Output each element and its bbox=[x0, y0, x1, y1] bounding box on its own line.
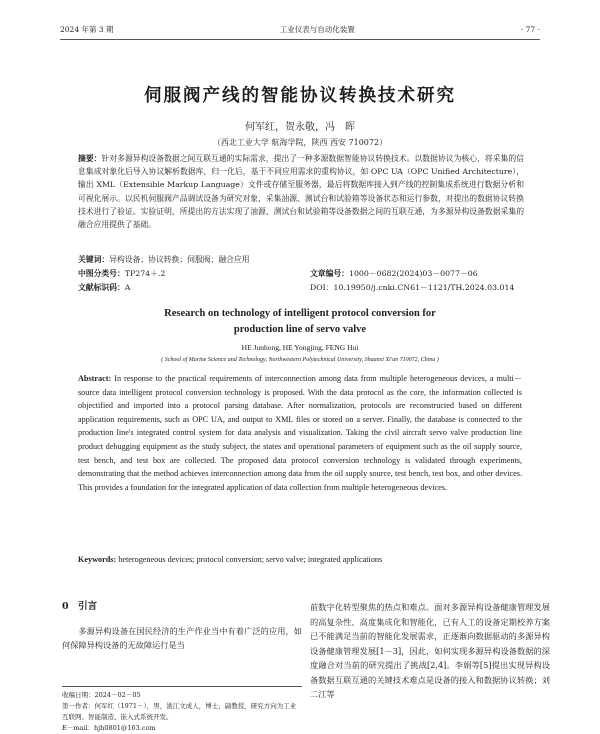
abstract-en bbox=[78, 372, 522, 494]
clc-number bbox=[78, 267, 165, 280]
affiliation-en: ( School of Marine Science and Technology, Northwestern Polytechnical University, Shaanxi Xi'an 710072, China ) bbox=[161, 357, 439, 363]
paper-title-en bbox=[0, 306, 600, 338]
clc-label: 中图分类号： bbox=[78, 269, 125, 278]
affiliation-cn: （西北工业大学 航海学院，陕西 西安 710072） bbox=[212, 138, 388, 147]
first-author-info: 第一作者：何军红（1971－），男，浙江文成人，博士，副教授，研究方向为工业互联网、智能制造、嵌入式系统开发。 bbox=[62, 702, 297, 721]
abstract-cn bbox=[78, 152, 524, 231]
article-number bbox=[310, 267, 478, 280]
keywords-cn-text: 异构设备；协议转换；伺服阀；融合应用 bbox=[109, 255, 250, 264]
intro-paragraph-left: 多源异构设备在国民经济的生产作业当中有着广泛的应用，如何保障异构设备的无故障运行是当 bbox=[62, 625, 302, 650]
paper-title-cn: 伺服阀产线的智能协议转换技术研究 bbox=[144, 86, 456, 106]
title-en-line: Research on technology of intelligent protocol conversion for bbox=[164, 308, 436, 319]
authors-en: HE Junhong, HE Yongjing, FENG Hui bbox=[241, 343, 359, 352]
body-left-column bbox=[62, 600, 302, 653]
received-date: 收稿日期：2024－02－05 bbox=[62, 691, 141, 699]
abstract-cn-text: 针对多源异构设备数据之间互联互通的实际需求，提出了一种多源数据智能协议转换技术。以数据协议为核心，将采集的信息集成对象化后导入协议解析数据库，归一化后，基于不同应用需求的重构协议，如 OPC UA（OPC Unified Architecture），输出 XML（Extensible Markup Language）文件或存储至服务器，最后将数据库接入到产线的控制集成系统进行数据分析和可视化展示。以民机伺服阀产品调试设备为研究对象，采集油源、测试台和试验箱等设备状态和运行参数，对提出的数据协议转换技术进行了验证。实验证明，所提出的方法实现了油源、测试台和试验箱等设备数据之间的互联互通，为多源异构设备数据采集的融合应用提供了基础。 bbox=[78, 154, 525, 230]
article-number-label: 文章编号： bbox=[310, 269, 349, 278]
abstract-cn-label: 摘要： bbox=[78, 154, 102, 163]
footnote bbox=[62, 686, 302, 734]
title-en-line: production line of servo valve bbox=[233, 324, 367, 335]
keywords-en-label: Keywords: bbox=[78, 555, 117, 564]
body-right-column bbox=[310, 600, 550, 702]
running-header bbox=[60, 22, 540, 40]
authors-cn: 何军红，贺永敬，冯 晖 bbox=[245, 122, 355, 133]
intro-paragraph-right: 前数字化转型聚焦的热点和难点。面对多源异构设备健康管理发展的高复杂性、高度集成化和智能化，已有人工的设备定期校养方案已不能满足当前的智能化发展需求，正逐渐向数据驱动的多源异构设备健康管理发展[1－3]，因此，如何实现多源异构设备数据的深度融合对当前的研究提出了挑战[2,4]。李娟等[5]提出实现异构设备数据互联互通的关键技术难点是设备的接入和数据协议转换；刘二江等 bbox=[310, 602, 550, 699]
keywords-en-text: heterogeneous devices; protocol conversion; servo valve; integrated applications bbox=[118, 555, 383, 564]
section-heading-intro: 0 引言 bbox=[62, 601, 98, 612]
keywords-cn bbox=[78, 253, 524, 266]
document-code bbox=[78, 281, 130, 294]
page-number: · 77 · bbox=[520, 24, 540, 34]
article-number-value: 1000－0682(2024)03－0077－06 bbox=[348, 269, 478, 278]
abstract-en-label: Abstract: bbox=[78, 374, 112, 383]
journal-name: 工业仪表与自动化装置 bbox=[279, 24, 355, 34]
issue-label: 2024 年第 3 期 bbox=[60, 24, 114, 34]
keywords-cn-label: 关键词： bbox=[78, 255, 110, 264]
document-code-value: A bbox=[124, 283, 131, 292]
document-code-label: 文献标识码： bbox=[78, 283, 125, 292]
author-email: E－mail：hjh0801@163.com bbox=[62, 724, 156, 732]
doi: DOI：10.19950/j.cnki.CN61－1121/TH.2024.03.014 bbox=[310, 283, 515, 292]
abstract-en-text: In response to the practical requirements of interconnection among data from multiple heterogeneous devices, a multi－source data intelligent protocol conversion technology is proposed. With the data protocol as the core, the information collected is objectified and imported into a protocol parsing database. After normalization, protocols are reconstructed based on different application requirements, such as OPC UA, and output to XML files or stored on a server. Finally, the database is connected to the production line's integrated control system for data analysis and visualization. Taking the civil aircraft servo valve production line product debugging equipment as the study subject, the states and operational parameters of equipment such as the oil supply source, test bench, and test box are collected. The proposed data protocol conversion technology is validated through experiments, demonstrating that the method achieves interconnection among data from the oil supply source, test bench, test box, and other devices. This provides a foundation for the integrated application of data collection from multiple heterogeneous devices. bbox=[78, 374, 523, 492]
clc-value: TP274＋.2 bbox=[124, 269, 166, 278]
keywords-en bbox=[78, 555, 524, 564]
